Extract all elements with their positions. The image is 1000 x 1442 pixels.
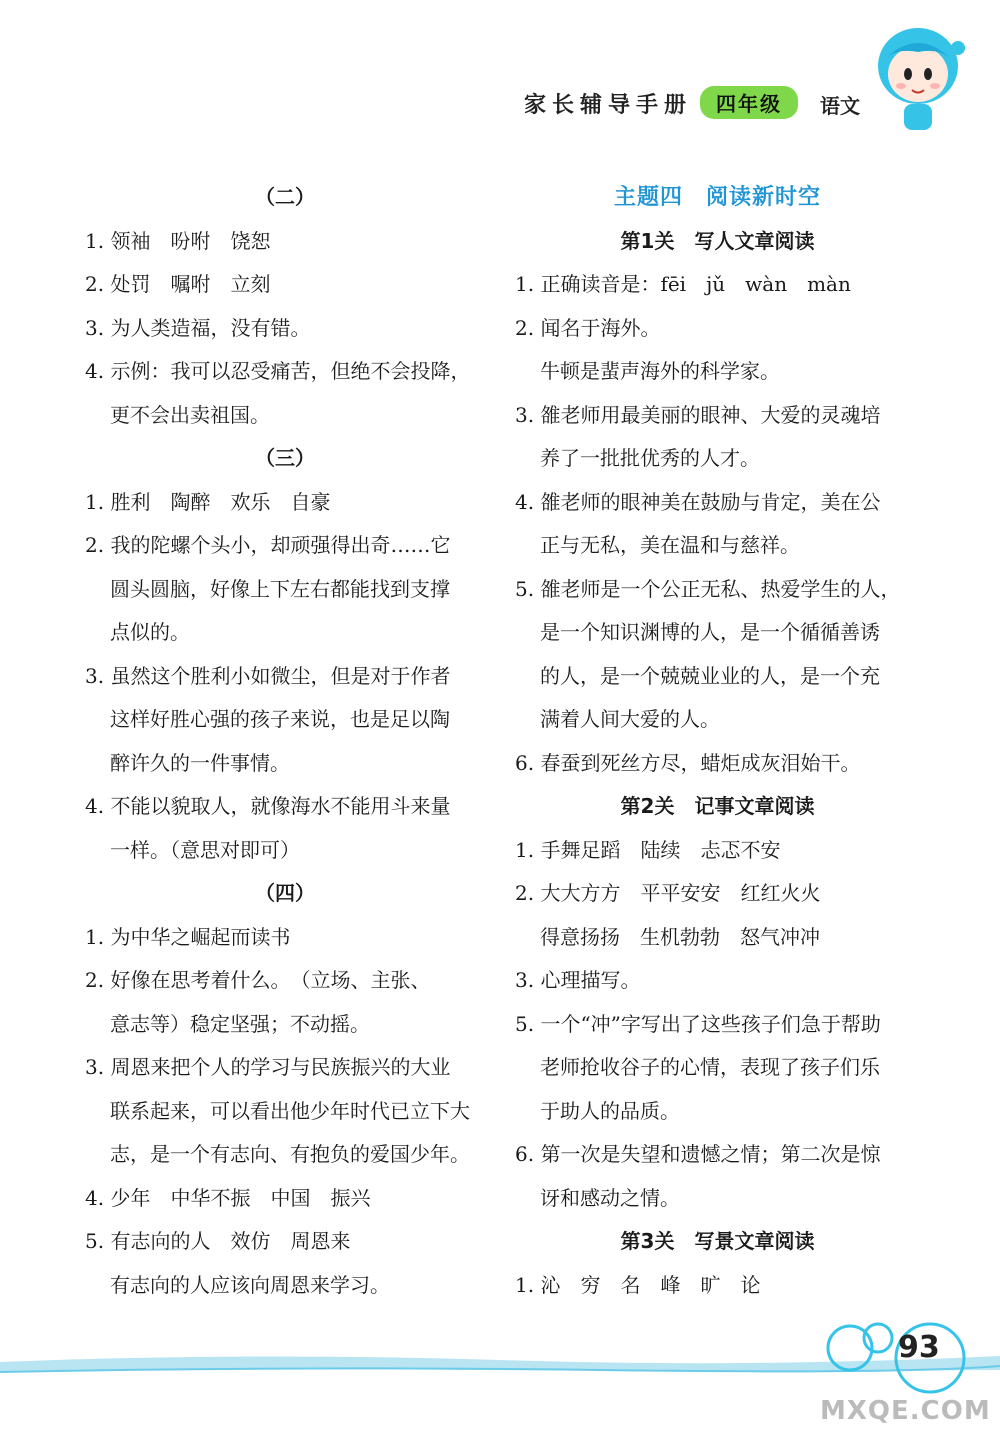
answer-continuation: 圆头圆脑，好像上下左右都能找到支撑: [110, 576, 450, 601]
answer-line: 5. 雒老师是一个公正无私、热爱学生的人，: [515, 576, 901, 601]
theme-heading: 主题四 阅读新时空: [613, 185, 821, 210]
answer-line: 4. 雒老师的眼神美在鼓励与肯定，美在公: [515, 489, 881, 514]
answer-line: 2. 我的陀螺个头小，却顽强得出奇……它: [85, 533, 451, 557]
answer-line: 5. 有志向的人 效仿 周恩来: [85, 1229, 351, 1253]
watermark: MXQE.COM: [820, 1396, 991, 1426]
answer-continuation: 意志等）稳定坚强；不动摇。: [110, 1011, 370, 1036]
answer-line: 6. 春蚕到死丝方尽，蜡炬成灰泪始干。: [515, 750, 861, 775]
answer-line: 6. 第一次是失望和遗憾之情；第二次是惊: [515, 1142, 881, 1166]
answer-continuation: 讶和感动之情。: [540, 1185, 680, 1210]
answer-continuation: 老师抢收谷子的心情，表现了孩子们乐: [540, 1055, 880, 1079]
answer-line: 1. 沁 穷 名 峰 旷 论: [515, 1272, 761, 1297]
answer-continuation: 于助人的品质。: [540, 1098, 680, 1123]
answer-line: 4. 少年 中华不振 中国 振兴: [85, 1185, 371, 1210]
answer-continuation: 更不会出卖祖国。: [110, 402, 270, 427]
answer-continuation: 的人，是一个兢兢业业的人，是一个充: [540, 663, 880, 688]
answer-line: 2. 闻名于海外。: [515, 315, 661, 340]
grade-badge: 四年级: [700, 86, 798, 119]
answer-line: 2. 大大方方 平平安安 红红火火: [515, 881, 821, 905]
answer-line: 2. 好像在思考着什么。 （立场、主张、: [85, 968, 431, 992]
answer-line: 1. 手舞足蹈 陆续 忐忑不安: [515, 837, 781, 862]
section-heading: （二）: [255, 185, 315, 209]
section-heading: （四）: [255, 881, 315, 905]
answer-continuation: 牛顿是蜚声海外的科学家。: [540, 359, 780, 383]
answer-line: 5. 一个“冲”字写出了这些孩子们急于帮助: [515, 1011, 881, 1036]
cartoon-girl-icon: [868, 18, 968, 138]
page-number: 93: [898, 1330, 940, 1365]
answer-line: 2. 处罚 嘱咐 立刻: [85, 272, 271, 296]
answer-continuation: 养了一批批优秀的人才。: [540, 446, 760, 470]
section-heading: 第2关 记事文章阅读: [620, 794, 815, 818]
answer-line: 4. 示例：我可以忍受痛苦，但绝不会投降，: [85, 359, 471, 383]
answer-continuation: 有志向的人应该向周恩来学习。: [110, 1272, 390, 1297]
answer-line: 1. 为中华之崛起而读书: [85, 924, 291, 949]
left-column: [85, 176, 485, 1307]
page-footer: [0, 1300, 1000, 1442]
section-heading: 第3关 写景文章阅读: [620, 1229, 815, 1253]
answer-line: 3. 心理描写。: [515, 968, 641, 992]
answer-continuation: 志，是一个有志向、有抱负的爱国少年。: [110, 1142, 470, 1166]
section-heading: （三）: [255, 446, 315, 470]
answer-continuation: 点似的。: [110, 620, 190, 644]
answer-line: 1. 领袖 吩咐 饶恕: [85, 228, 271, 253]
answer-line: 3. 周恩来把个人的学习与民族振兴的大业: [85, 1055, 451, 1079]
answer-continuation: 正与无私，美在温和与慈祥。: [540, 533, 800, 557]
answer-line: 1. 胜利 陶醉 欢乐 自豪: [85, 489, 331, 514]
answer-line: 4. 不能以貌取人，就像海水不能用斗来量: [85, 794, 451, 818]
section-heading: 第1关 写人文章阅读: [620, 228, 815, 253]
answer-continuation: 联系起来，可以看出他少年时代已立下大: [110, 1098, 470, 1123]
book-title: 家长辅导手册: [524, 93, 693, 118]
answer-line: 3. 为人类造福，没有错。: [85, 315, 311, 340]
right-column: [515, 176, 920, 1307]
answer-line: 3. 虽然这个胜利小如微尘，但是对于作者: [85, 663, 451, 688]
answer-continuation: 一样。（意思对即可）: [110, 837, 300, 862]
answer-continuation: 醉许久的一件事情。: [110, 750, 290, 775]
answer-continuation: 得意扬扬 生机勃勃 怒气冲冲: [540, 924, 820, 949]
answer-continuation: 满着人间大爱的人。: [540, 707, 720, 731]
answer-continuation: 是一个知识渊博的人，是一个循循善诱: [540, 620, 880, 644]
answer-continuation: 这样好胜心强的孩子来说，也是足以陶: [110, 707, 450, 731]
subject-label: 语文: [820, 94, 860, 118]
answer-line: 3. 雒老师用最美丽的眼神、大爱的灵魂培: [515, 402, 881, 427]
page-header: [0, 0, 1000, 150]
answer-line: 1. 正确读音是：fēi jǔ wàn màn: [515, 272, 851, 296]
